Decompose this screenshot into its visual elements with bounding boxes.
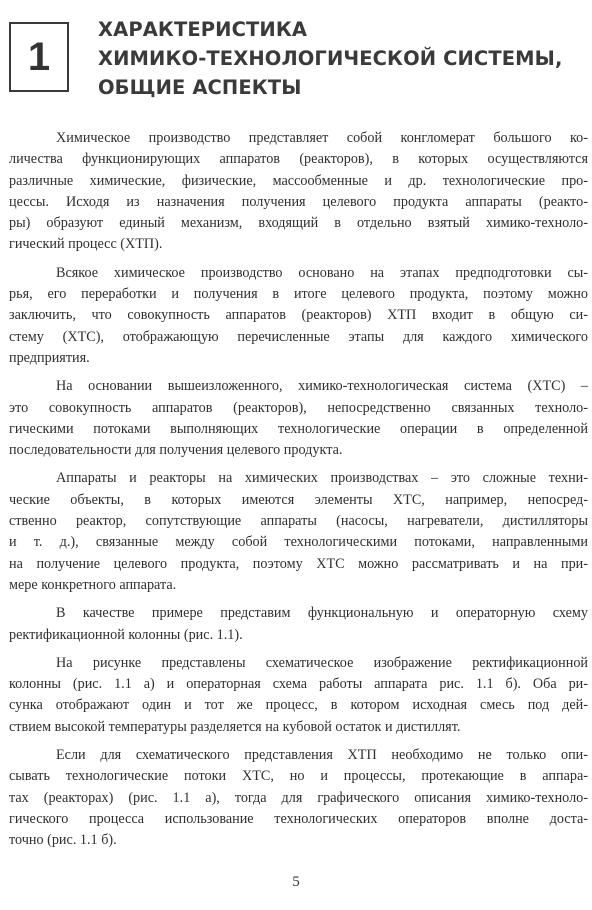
paragraph-line: рья, его переработки и получения в итоге целевого продукта, поэтому можно — [9, 286, 588, 303]
paragraph-line: ственно реактор, сопутствующие аппараты (насосы, нагреватели, дистилляторы — [9, 513, 588, 530]
paragraph-line: это совокупность аппаратов (реакторов), непосредственно связанных техноло- — [9, 399, 588, 416]
chapter-number: 1 — [27, 34, 51, 79]
paragraph-line: тах (реакторах) (рис. 1.1 а), тогда для графического описания химико-техноло- — [9, 789, 588, 806]
paragraph — [9, 376, 588, 461]
paragraph-line: гического процесса использование технологических операторов вполне доста- — [9, 810, 588, 827]
paragraph — [9, 653, 588, 738]
paragraph-line: ректификационной колонны (рис. 1.1). — [9, 626, 243, 643]
paragraph-line: личества функционирующих аппаратов (реакторов), в которых осуществляются — [9, 151, 588, 168]
paragraph-line: стему (ХТС), отображающую перечисленные этапы для каждого химического — [9, 328, 588, 345]
chapter-number-box — [9, 22, 69, 92]
paragraph-line: Всякое химическое производство основано на этапах предподготовки сы- — [56, 264, 588, 281]
paragraph-line: Если для схематического представления ХТП необходимо не только опи- — [56, 747, 588, 764]
paragraph-line: гический процесс (ХТП). — [9, 236, 163, 253]
paragraph — [9, 745, 588, 851]
paragraph-line: сывать технологические потоки ХТС, но и процессы, протекающие в аппара- — [9, 768, 588, 785]
paragraph-line: колонны (рис. 1.1 а) и операторная схема работы аппарата рис. 1.1 б). Оба ри- — [9, 676, 588, 693]
paragraph-line: Аппараты и реакторы на химических производствах – это сложные техни- — [56, 470, 588, 487]
page-number: 5 — [292, 874, 300, 890]
paragraph — [9, 263, 588, 369]
body-text — [9, 128, 588, 859]
paragraph-line: предприятия. — [9, 349, 90, 366]
chapter-title-line: ОБЩИЕ АСПЕКТЫ — [98, 76, 302, 99]
paragraph-line: мере конкретного аппарата. — [9, 576, 177, 593]
paragraph-line: и т. д.), связанные между собой технологическими потоками, направленными — [9, 534, 588, 551]
paragraph-line: На рисунке представлены схематическое изображение ректификационной — [56, 654, 588, 671]
paragraph — [9, 468, 588, 596]
paragraph-line: различные химические, физические, массообменные и др. технологические про- — [9, 172, 588, 189]
paragraph — [9, 603, 588, 646]
paragraph-line: цессы. Исходя из назначения получения целевого продукта аппараты (реакто- — [9, 193, 588, 210]
paragraph-line: Химическое производство представляет собой конгломерат большого ко- — [56, 130, 588, 146]
paragraph-line: сунка отображают один и тот же процесс, в котором исходная смесь под дей- — [9, 697, 588, 714]
paragraph-line: На основании вышеизложенного, химико-технологическая система (ХТС) – — [56, 378, 588, 395]
paragraph-line: на получение целевого продукта, поэтому ХТС можно рассматривать и на при- — [9, 555, 588, 572]
chapter-title-line: ХИМИКО-ТЕХНОЛОГИЧЕСКОЙ СИСТЕМЫ, — [98, 47, 563, 70]
paragraph-line: В качестве примере представим функциональную и операторную схему — [56, 605, 588, 622]
chapter-title-line: ХАРАКТЕРИСТИКА — [98, 18, 308, 41]
paragraph — [9, 128, 588, 256]
paragraph-line: ры) образуют единый механизм, входящий в отдельно взятый химико-техноло- — [9, 215, 588, 232]
paragraph-line: ческие объекты, в которых имеются элементы ХТС, например, непосред- — [9, 491, 588, 508]
paragraph-line: ствием высокой температуры разделяется на кубовой остаток и дистиллят. — [9, 718, 461, 735]
paragraph-line: гическими потоками выполняющих технологические операции в определенной — [9, 420, 588, 437]
paragraph-line: заключить, что совокупность аппаратов (реакторов) ХТП входит в общую си- — [9, 307, 588, 324]
paragraph-line: точно (рис. 1.1 б). — [9, 832, 117, 849]
chapter-title — [98, 15, 578, 102]
paragraph-line: последовательности для получения целевого продукта. — [9, 442, 343, 459]
